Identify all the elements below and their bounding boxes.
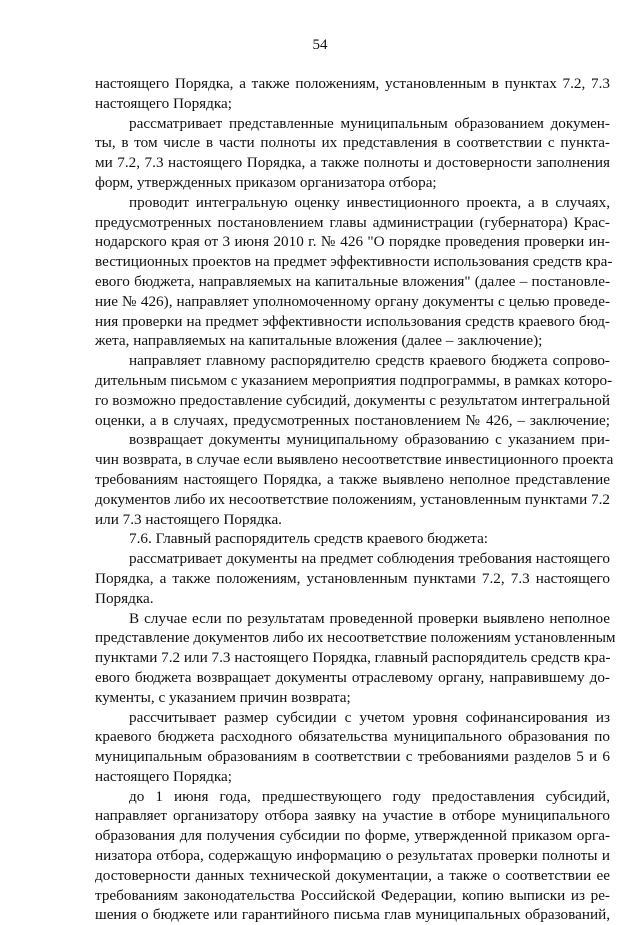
text-line: до 1 июня года, предшествующего году предоставления субсидий, (129, 787, 610, 805)
text-line: настоящего Порядка; (95, 94, 232, 112)
text-line: вестиционных проектов на предмет эффективности использования средств кра- (95, 253, 613, 271)
text-line: проводит интегральную оценку инвестиционного проекта, а в случаях, (129, 193, 610, 211)
text-line: низатора отбора, содержащую информацию о результатах проверки полноты и (95, 847, 610, 865)
text-line: нодарского края от 3 июня 2010 г. № 426 "О порядке проведения проверки ин- (95, 233, 610, 251)
text-line: предусмотренных постановлением главы администрации (губернатора) Крас- (95, 213, 610, 231)
page-number: 54 (312, 37, 328, 53)
text-line: пунктами 7.2 или 7.3 настоящего Порядка, главный распорядитель средств кра- (95, 649, 611, 667)
text-line: образования для получения субсидии по форме, утвержденной приказом орга- (95, 827, 610, 845)
text-line: рассматривает документы на предмет соблюдения требования настоящего (129, 550, 610, 568)
text-line: краевого бюджета расходного обязательства муниципального образования по (95, 728, 610, 746)
text-line: Порядка, а также положениям, установленным пунктами 7.2, 7.3 настоящего (95, 569, 610, 587)
text-line: рассчитывает размер субсидии с учетом уровня софинансирования из (129, 708, 610, 726)
text-line: Порядка. (95, 589, 154, 607)
text-line: ты, в том числе в части полноты их представления в соответствии с пункта- (95, 134, 610, 152)
text-line: оценки, а в случаях, предусмотренных постановлением № 426, – заключение; (95, 411, 610, 429)
text-line: кументы, с указанием причин возврата; (95, 688, 351, 706)
text-line: рассматривает представленные муниципальным образованием докумен- (129, 114, 610, 132)
text-line: требованиям законодательства Российской Федерации, копию выписки из ре- (95, 886, 610, 904)
text-line: В случае если по результатам проведенной проверки выявлено неполное (129, 609, 610, 627)
text-line: шения о бюджете или гарантийного письма глав муниципальных образований, (95, 906, 610, 924)
text-line: го возможно предоставление субсидий, документы с результатом интегральной (95, 391, 610, 409)
text-line: представление документов либо их несоответствие положениям установленным (95, 629, 616, 647)
text-line: настоящего Порядка; (95, 767, 232, 785)
body-text (95, 74, 616, 925)
text-line: требованиям настоящего Порядка, а также выявлено неполное представление (95, 470, 610, 488)
text-line: дительным письмом с указанием мероприятия подпрограммы, в рамках которо- (95, 371, 613, 389)
text-line: муниципальным образованиям в соответствии с требованиями разделов 5 и 6 (95, 748, 610, 766)
text-line: форм, утвержденных приказом организатора отбора; (95, 173, 437, 191)
text-line: ми 7.2, 7.3 настоящего Порядка, а также полноты и достоверности заполнения (95, 154, 610, 172)
text-line: возвращает документы муниципальному образованию с указанием при- (129, 431, 610, 449)
text-line: жета, направляемых на капитальные вложения (далее – заключение); (95, 332, 543, 350)
text-line: евого бюджета возвращает документы отраслевому органу, направившему до- (95, 668, 610, 686)
text-line: чин возврата, в случае если выявлено несоответствие инвестиционного проекта (95, 451, 614, 469)
text-line: или 7.3 настоящего Порядка. (95, 510, 282, 528)
text-line: евого бюджета, направляемых на капитальные вложения" (далее – постановле- (95, 272, 610, 290)
text-line: документов либо их несоответствие положениям, установленным пунктами 7.2 (95, 490, 610, 508)
text-line: 7.6. Главный распорядитель средств краевого бюджета: (129, 530, 489, 548)
text-line: направляет организатору отбора заявку на участие в отборе муниципального (95, 807, 610, 825)
text-line: направляет главному распорядителю средств краевого бюджета сопрово- (129, 352, 610, 370)
text-line: ния проверки на предмет эффективности использования средств краевого бюд- (95, 312, 610, 330)
text-line: настоящего Порядка, а также положениям, установленным в пунктах 7.2, 7.3 (95, 75, 610, 92)
text-line: достоверности данных технической документации, а также о соответствии ее (95, 866, 610, 884)
text-line: ние № 426), направляет уполномоченному органу документы с целью проведе- (95, 292, 610, 310)
